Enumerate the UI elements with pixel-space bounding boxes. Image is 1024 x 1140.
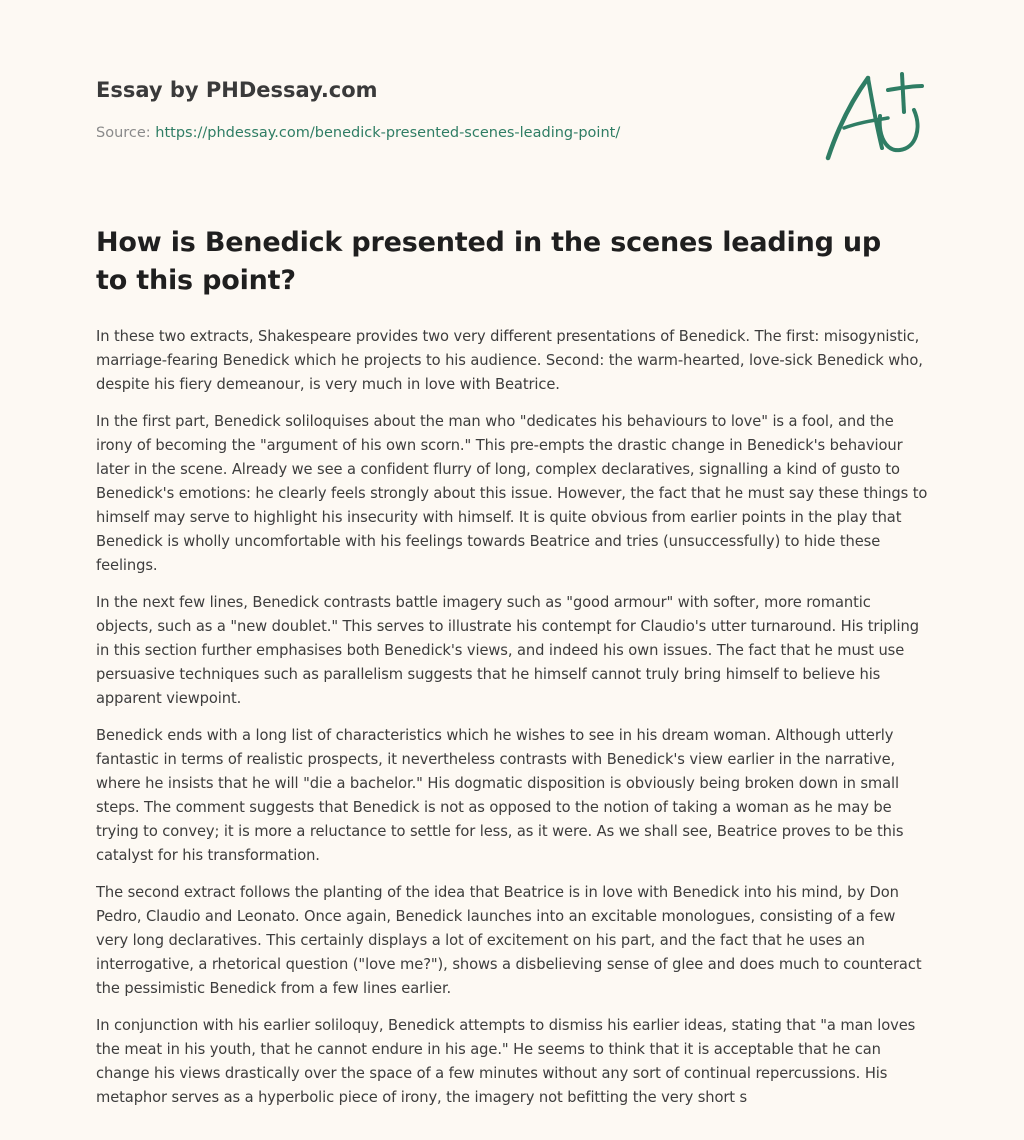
paragraph: Benedick ends with a long list of characteristics which he wishes to see in his dream woman. Although utterly fantastic in terms of realistic prospects, it nevertheless contrasts with Benedick's view earlier in the narrative, where he insists that he will "die a bachelor." His dogmatic disposition is obviously being broken down in small steps. The comment suggests that Benedick is not as opposed to the notion of taking a woman as he may be trying to convey; it is more a reluctance to settle for less, as it were. As we shall see, Beatrice proves to be this catalyst for his transformation. <box>96 727 904 864</box>
paragraph: In these two extracts, Shakespeare provides two very different presentations of Benedick. The first: misogynistic, marriage-fearing Benedick which he projects to his audience. Second: the warm-hearted, love-sick Benedick who, despite his fiery demeanour, is very much in love with Beatrice. <box>96 328 923 393</box>
paragraph: The second extract follows the planting of the idea that Beatrice is in love with Benedick into his mind, by Don Pedro, Claudio and Leonato. Once again, Benedick launches into an excitable monologues, consisting of a few very long declaratives. This certainly displays a lot of excitement on his part, and the fact that he uses an interrogative, a rhetorical question ("love me?"), shows a disbelieving sense of glee and does much to counteract the pessimistic Benedick from a few lines earlier. <box>96 884 922 997</box>
source-label: Source: <box>96 125 156 141</box>
page-title: How is Benedick presented in the scenes leading up to this point? <box>96 227 882 296</box>
a-plus-logo-icon <box>818 66 930 166</box>
source-line <box>96 123 736 143</box>
article-body <box>96 325 930 1125</box>
source-link[interactable]: https://phdessay.com/benedick-presented-scenes-leading-point/ <box>155 125 621 141</box>
paragraph: In the first part, Benedick soliloquises about the man who "dedicates his behaviours to love" is a fool, and the irony of becoming the "argument of his own scorn." This pre-empts the drastic change in Benedick's behaviour later in the scene. Already we see a confident flurry of long, complex declaratives, signalling a kind of gusto to Benedick's emotions: he clearly feels strongly about this issue. However, the fact that he must say these things to himself may serve to highlight his insecurity with himself. It is quite obvious from earlier points in the play that Benedick is wholly uncomfortable with his feelings towards Beatrice and tries (unsuccessfully) to hide these feelings. <box>96 413 928 574</box>
paragraph: In conjunction with his earlier soliloquy, Benedick attempts to dismiss his earlier ideas, stating that "a man loves the meat in his youth, that he cannot endure in his age." He seems to think that it is acceptable that he can change his views drastically over the space of a few minutes without any sort of continual repercussions. His metaphor serves as a hyperbolic piece of irony, the imagery not befitting the very short s <box>96 1017 916 1106</box>
brand-title: Essay by PHDessay.com <box>96 78 378 102</box>
header <box>96 75 736 143</box>
paragraph: In the next few lines, Benedick contrasts battle imagery such as "good armour" with softer, more romantic objects, such as a "new doublet." This serves to illustrate his contempt for Claudio's utter turnaround. His tripling in this section further emphasises both Benedick's views, and indeed his own issues. The fact that he must use persuasive techniques such as parallelism suggests that he himself cannot truly bring himself to believe his apparent viewpoint. <box>96 594 919 707</box>
